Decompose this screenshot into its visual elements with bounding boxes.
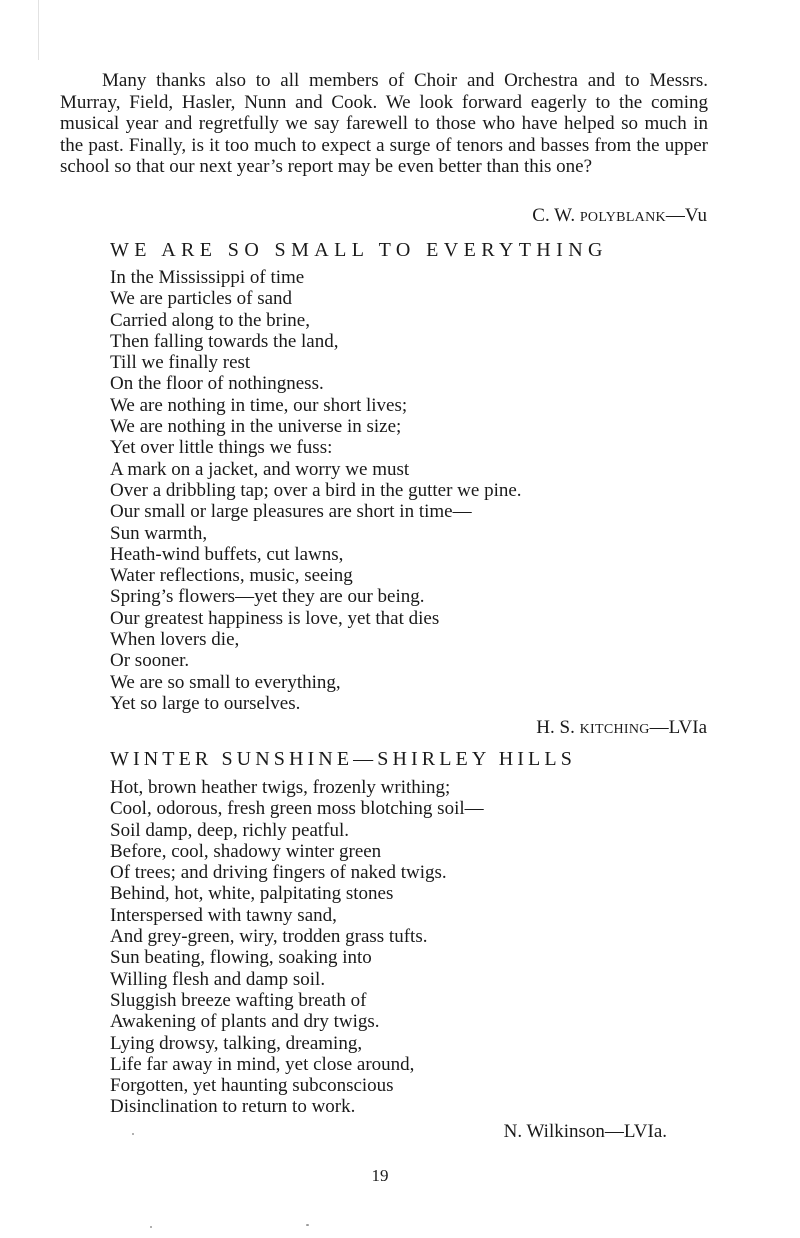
poem-line: Over a dribbling tap; over a bird in the gutter we pine. xyxy=(110,479,522,501)
poem-line: Or sooner. xyxy=(110,650,190,672)
scan-speck xyxy=(306,1224,309,1226)
poem-author: N. Wilkinson—LVIa. xyxy=(503,1121,667,1142)
poem-line: Sluggish breeze wafting breath of xyxy=(110,989,367,1011)
poem-line: Hot, brown heather twigs, frozenly writhing; xyxy=(110,777,451,798)
poem-line: In the Mississippi of time xyxy=(110,267,305,288)
poem-line: Heath-wind buffets, cut lawns, xyxy=(110,543,344,565)
scan-speck xyxy=(150,1226,152,1228)
poem-line: Life far away in mind, yet close around, xyxy=(110,1053,415,1075)
scan-speck xyxy=(132,1133,134,1135)
poem-line: Disinclination to return to work. xyxy=(110,1096,356,1118)
poem-line: Sun beating, flowing, soaking into xyxy=(110,947,372,969)
poem-line: Carried along to the brine, xyxy=(110,309,310,331)
poem-line: Yet over little things we fuss: xyxy=(110,437,333,459)
poem-line: And grey-green, wiry, trodden grass tufts. xyxy=(110,926,428,948)
poem-line: We are nothing in time, our short lives; xyxy=(110,394,408,416)
intro-paragraph: Many thanks also to all members of Choir and Orchestra and to Messrs. Murray, Field, Hasler, Nunn and Cook. We look forward eagerly to the coming musical year and regretfully we say farewell to those who have helped so much in the past. Finally, is it too much to expect a surge of tenors and basses from the upper school so that our next year’s report may be even better than this one? xyxy=(60,70,708,177)
intro-signature xyxy=(532,205,707,229)
poem-line: Then falling towards the land, xyxy=(110,330,339,352)
poem-author xyxy=(536,717,707,741)
poem-line: Our greatest happiness is love, yet that dies xyxy=(110,607,440,629)
poem-line: Lying drowsy, talking, dreaming, xyxy=(110,1032,363,1054)
poem-line: Cool, odorous, fresh green moss blotching soil— xyxy=(110,798,484,820)
page-number: 19 xyxy=(371,1166,389,1185)
poem-line: Awakening of plants and dry twigs. xyxy=(110,1011,380,1033)
poem-line: We are nothing in the universe in size; xyxy=(110,416,402,438)
poem-line: Our small or large pleasures are short in time— xyxy=(110,501,472,523)
poem-line: Behind, hot, white, palpitating stones xyxy=(110,883,394,905)
poem-title: WINTER SUNSHINE—SHIRLEY HILLS xyxy=(110,748,576,770)
poem-line: We are so small to everything, xyxy=(110,671,341,693)
poem-line: A mark on a jacket, and worry we must xyxy=(110,458,410,480)
signature-name: POLYBLANK xyxy=(579,210,666,225)
poem-line: Spring’s flowers—yet they are our being. xyxy=(110,586,425,608)
signature-form: —Vu xyxy=(665,205,707,226)
author-initials: H. S. xyxy=(536,717,580,738)
poem-line: Sun warmth, xyxy=(110,522,208,544)
poem-line: On the floor of nothingness. xyxy=(110,373,324,395)
poem-line: Willing flesh and damp soil. xyxy=(110,968,326,990)
poem-line: We are particles of sand xyxy=(110,288,293,310)
poem-line: Till we finally rest xyxy=(110,352,251,374)
poem-title: WE ARE SO SMALL TO EVERYTHING xyxy=(110,239,608,261)
scan-margin-line xyxy=(38,0,39,60)
poem-line: Forgotten, yet haunting subconscious xyxy=(110,1075,394,1097)
signature-initials: C. W. xyxy=(532,205,580,226)
author-name: KITCHING xyxy=(579,722,650,737)
poem-line: When lovers die, xyxy=(110,629,240,651)
poem-body xyxy=(110,777,484,1118)
poem-line: Interspersed with tawny sand, xyxy=(110,904,337,926)
poem-line: Before, cool, shadowy winter green xyxy=(110,840,382,862)
poem-line: Of trees; and driving fingers of naked twigs. xyxy=(110,862,447,884)
poem-body xyxy=(110,267,522,714)
poem-line: Water reflections, music, seeing xyxy=(110,565,353,587)
poem-line: Soil damp, deep, richly peatful. xyxy=(110,819,350,841)
poem-line: Yet so large to ourselves. xyxy=(110,692,301,714)
author-form: —LVIa xyxy=(649,717,707,738)
